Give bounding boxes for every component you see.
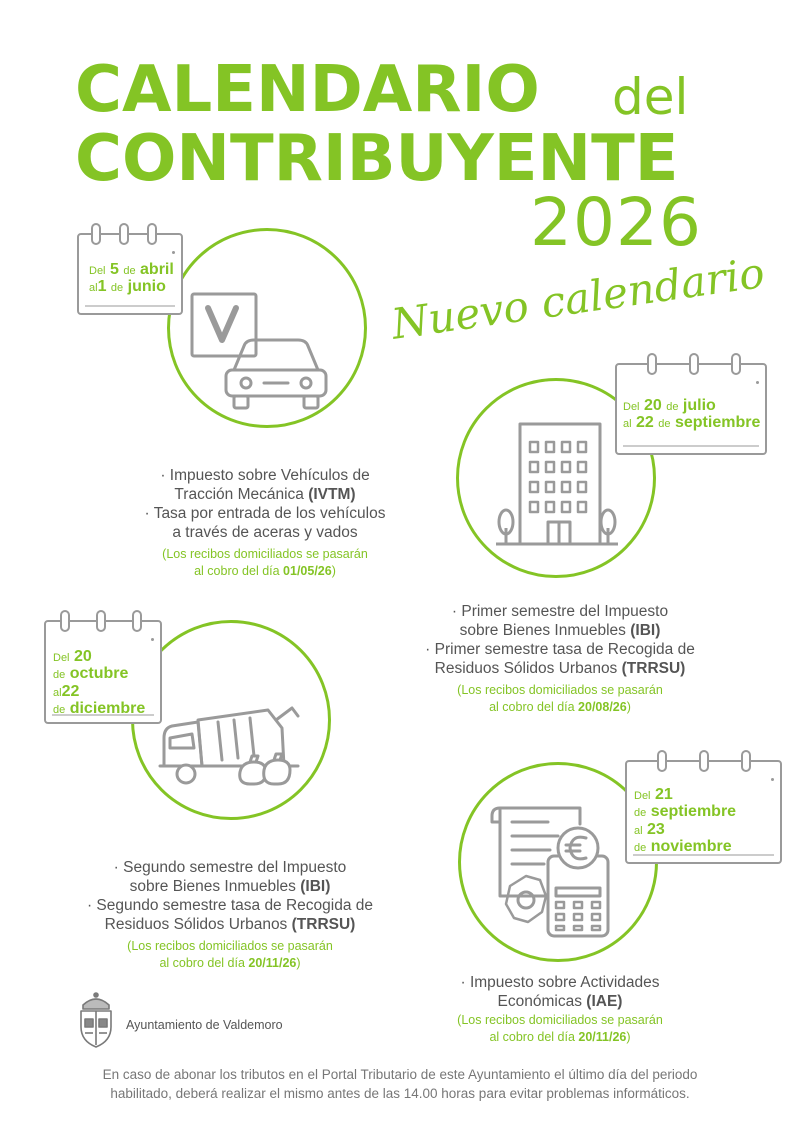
garbage-truck-icon [158,698,308,788]
section-1-note: (Los recibos domiciliados se pasarán al cobro del día 01/05/26) [162,547,368,578]
title-line2: CONTRIBUYENTE [75,122,679,196]
calendar-2 [615,363,767,455]
title-line1: CALENDARIO [75,53,540,127]
section-4-description: · Impuesto sobre Actividades Económicas (IAE) [460,974,660,1010]
title-year: 2026 [530,184,702,261]
building-icon [494,418,620,550]
calendar-3-dates: Del 20 de octubre al22 de diciembre [53,648,146,717]
calendar-4 [625,760,782,864]
title-del: del [612,68,689,126]
coat-of-arms-icon [77,991,115,1049]
section-3-description: · Segundo semestre del Impuesto sobre Bienes Inmuebles (IBI) · Segundo semestre tasa de Recogida de Residuos Sólidos Urbanos (TRRSU) [86,859,374,933]
calendar-4-dates: Del 21 de septiembre al 23 de noviembre [634,786,737,855]
section-2-description: · Primer semestre del Impuesto sobre Bienes Inmuebles (IBI) · Primer semestre tasa de Recogida de Residuos Sólidos Urbanos (TRRSU) [425,603,695,677]
calendar-1-dates: Del 5 de abril al1 de junio [89,261,174,296]
section-1-description: · Impuesto sobre Vehículos de Tracción Mecánica (IVTM) · Tasa por entrada de los vehículos a través de aceras y vados [144,467,386,541]
calculator-euro-icon [488,800,624,940]
section-4-note: (Los recibos domiciliados se pasarán al cobro del día 20/11/26) [457,1013,663,1044]
section-3-note: (Los recibos domiciliados se pasarán al cobro del día 20/11/26) [127,939,333,970]
car-icon [188,288,328,418]
calendar-3 [44,620,162,724]
calendar-1 [77,233,183,315]
logo-text: Ayuntamiento de Valdemoro [126,1018,283,1032]
calendar-2-dates: Del 20 de julio al 22 de septiembre [623,397,761,432]
section-2-note: (Los recibos domiciliados se pasarán al cobro del día 20/08/26) [457,683,663,714]
footer-note: En caso de abonar los tributos en el Portal Tributario de este Ayuntamiento el último día del periodo habilitado, deberá realizar el mismo antes de las 14.00 horas para evitar problemas informáticos. [102,1067,698,1101]
tagline: Nuevo calendario [388,247,768,349]
